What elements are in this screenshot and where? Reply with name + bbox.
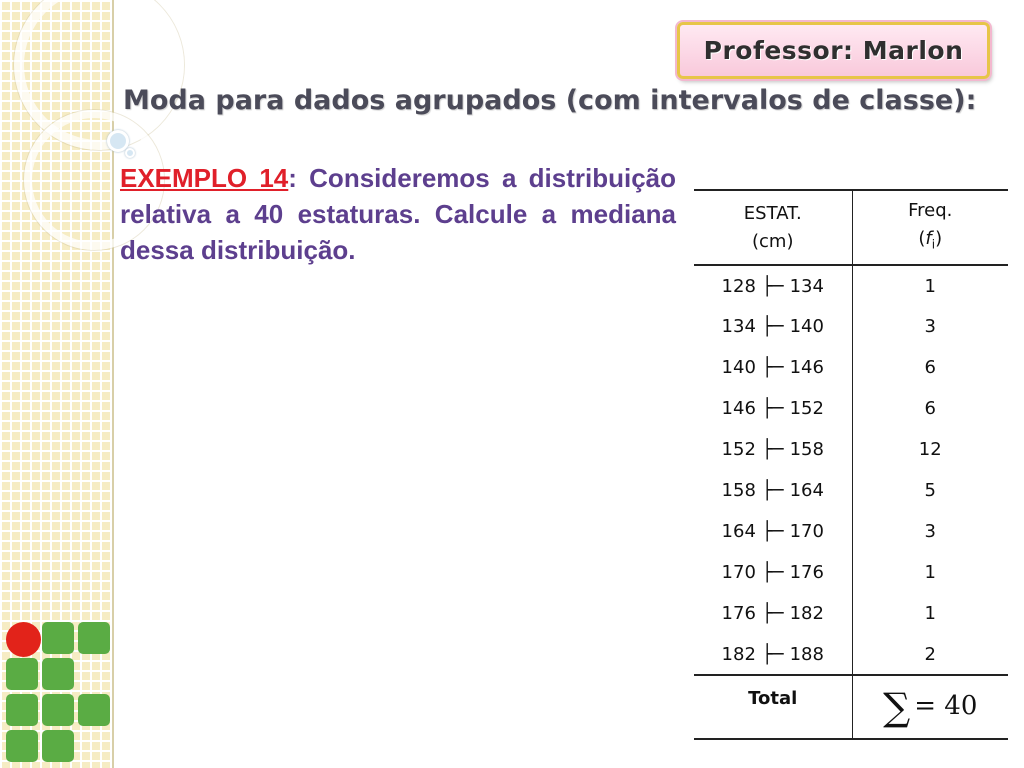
interval-lower: 146: [721, 398, 756, 419]
interval-symbol: ├─: [761, 603, 784, 624]
interval-cell: [694, 511, 852, 552]
interval-symbol: ├─: [761, 562, 784, 583]
interval-cell: [694, 388, 852, 429]
interval-upper: 170: [789, 521, 824, 542]
interval-cell: [694, 306, 852, 347]
interval-symbol: ├─: [761, 275, 784, 297]
table-row: [694, 347, 1008, 388]
decorative-dot: [125, 148, 135, 158]
logo-square: [6, 694, 38, 726]
logo-square: [42, 694, 74, 726]
logo-square: [42, 622, 74, 654]
table-row: [694, 552, 1008, 593]
table-total-row: [694, 675, 1008, 739]
interval-symbol: ├─: [761, 439, 784, 460]
frequency-cell: 2: [924, 643, 936, 665]
interval-upper: 146: [789, 357, 824, 378]
interval-upper: 152: [789, 398, 824, 419]
table-row: [694, 306, 1008, 347]
interval-lower: 128: [721, 275, 756, 297]
column-header-frequency: [852, 190, 1008, 265]
frequency-cell: 1: [924, 603, 936, 624]
table-row: [694, 511, 1008, 552]
frequency-cell: 6: [924, 398, 936, 419]
interval-lower: 140: [721, 357, 756, 378]
logo-square: [6, 730, 38, 762]
interval-lower: 164: [721, 521, 756, 542]
interval-symbol: ├─: [761, 521, 784, 542]
header-symbol: f: [925, 227, 932, 249]
frequency-cell: 3: [924, 316, 936, 337]
logo-square: [6, 658, 38, 690]
logo-red-circle: [6, 622, 41, 657]
interval-cell: [694, 552, 852, 593]
header-paren: (: [918, 227, 926, 249]
header-text: Freq.: [908, 199, 953, 221]
interval-lower: 158: [721, 480, 756, 501]
interval-symbol: ├─: [761, 316, 784, 337]
example-paragraph: [120, 160, 676, 268]
interval-lower: 152: [721, 439, 756, 460]
table-row: [694, 634, 1008, 675]
frequency-table: [694, 189, 1008, 740]
interval-upper: 176: [789, 562, 824, 583]
header-text: ESTAT.: [743, 202, 802, 224]
interval-lower: 176: [721, 603, 756, 624]
logo-square: [78, 694, 110, 726]
total-label: Total: [694, 675, 852, 739]
interval-symbol: ├─: [761, 398, 784, 419]
frequency-cell: 6: [924, 357, 936, 378]
interval-upper: 164: [789, 480, 824, 501]
interval-upper: 188: [789, 643, 824, 665]
interval-symbol: ├─: [761, 643, 784, 665]
table-row: [694, 388, 1008, 429]
interval-upper: 158: [789, 439, 824, 460]
header-subscript: i: [931, 237, 936, 252]
interval-upper: 134: [789, 275, 824, 297]
institution-logo: [6, 622, 112, 764]
interval-cell: [694, 634, 852, 675]
frequency-cell: 1: [924, 562, 936, 583]
interval-lower: 182: [721, 643, 756, 665]
interval-symbol: ├─: [761, 480, 784, 501]
professor-banner: Professor: Marlon: [677, 22, 990, 79]
sum-symbol: ∑: [883, 685, 911, 729]
table-row: [694, 429, 1008, 470]
slide-title: Moda para dados agrupados (com intervalos de classe):: [123, 85, 977, 116]
example-text: : Consideremos a distribuição relativa a 40 estaturas. Calcule a mediana dessa distribuição.: [120, 163, 677, 265]
interval-lower: 134: [721, 316, 756, 337]
frequency-cell: 12: [918, 439, 942, 460]
interval-cell: [694, 347, 852, 388]
interval-upper: 140: [789, 316, 824, 337]
column-header-stature: [694, 190, 852, 265]
header-unit: (cm): [752, 230, 794, 252]
example-label: EXEMPLO 14: [120, 163, 289, 193]
interval-cell: [694, 265, 852, 306]
frequency-cell: 5: [924, 480, 936, 501]
header-paren: ): [935, 227, 943, 249]
logo-square: [42, 658, 74, 690]
total-value: [852, 675, 1008, 739]
interval-symbol: ├─: [761, 357, 784, 378]
interval-cell: [694, 470, 852, 511]
logo-square: [42, 730, 74, 762]
frequency-cell: 1: [924, 275, 936, 297]
interval-cell: [694, 429, 852, 470]
table-row: [694, 265, 1008, 306]
frequency-cell: 3: [924, 521, 936, 542]
logo-square: [78, 622, 110, 654]
table-row: [694, 593, 1008, 634]
interval-upper: 182: [789, 603, 824, 624]
interval-lower: 170: [721, 562, 756, 583]
sum-value: = 40: [914, 691, 978, 721]
table-row: [694, 470, 1008, 511]
interval-cell: [694, 593, 852, 634]
table-header-row: [694, 190, 1008, 265]
